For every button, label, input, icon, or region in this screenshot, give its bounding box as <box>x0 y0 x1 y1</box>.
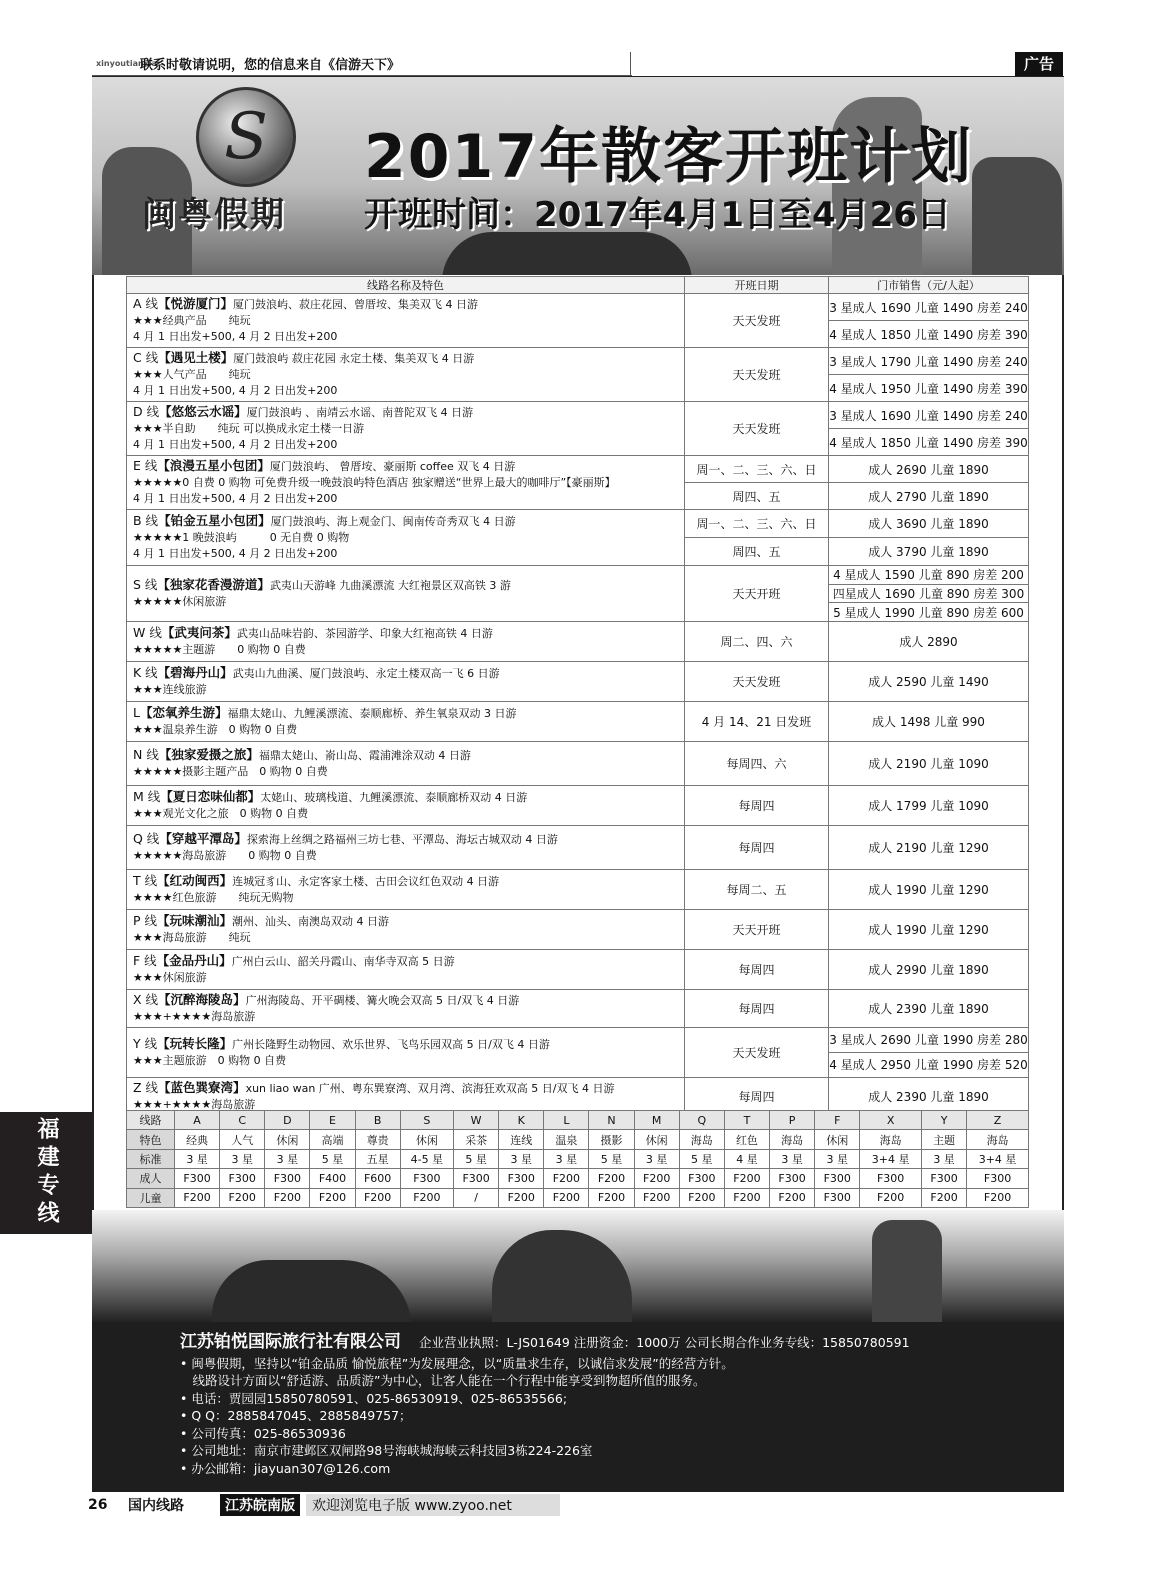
summary-cell: F200 <box>355 1188 400 1207</box>
summary-cell: F300 <box>499 1169 544 1188</box>
table-row <box>127 402 1029 429</box>
route-code: N 线 <box>133 746 159 762</box>
rock-image <box>972 157 1062 275</box>
route-title: 【悦游厦门】 <box>158 296 234 311</box>
date-cell: 每周四 <box>685 989 829 1027</box>
route-code: Y 线 <box>133 1035 158 1051</box>
price-cell: 成人 1498 儿童 990 <box>829 701 1029 741</box>
summary-cell: T <box>724 1111 769 1130</box>
route-tag: ★★★半自助 纯玩 可以换成永定土楼一日游 <box>133 422 365 435</box>
date-cell: 每周二、五 <box>685 869 829 909</box>
route-desc: 连城冠豸山、永定客家土楼、古田会议红色双动 4 日游 <box>232 874 500 888</box>
route-tag: ★★★★红色旅游 纯玩无购物 <box>133 890 294 904</box>
summary-cell: 3 星 <box>770 1149 815 1168</box>
route-note: 4 月 1 日出发+500, 4 月 2 日出发+200 <box>133 330 338 343</box>
summary-cell: 海岛 <box>679 1130 724 1149</box>
brand-name: 闽粤假期 <box>142 195 286 235</box>
summary-cell: 五星 <box>355 1149 400 1168</box>
table-row <box>127 785 1029 825</box>
footer-line: 线路设计方面以“舒适游、品质游”为中心，让客人能在一个行程中能享受到物超所值的服务。 <box>180 1373 706 1388</box>
date-cell: 周四、五 <box>685 538 829 566</box>
summary-cell: X <box>860 1111 922 1130</box>
price-cell: 5 星成人 1990 儿童 890 房差 600 <box>829 603 1029 622</box>
route-cell <box>127 1027 685 1077</box>
summary-cell: 休闲 <box>634 1130 679 1149</box>
summary-cell: M <box>634 1111 679 1130</box>
route-cell <box>127 510 685 566</box>
publisher-logo-icon: xinyoutianxia <box>96 59 157 68</box>
brand-logo-icon: S <box>196 87 296 187</box>
route-code: M 线 <box>133 788 161 804</box>
summary-cell: F300 <box>454 1169 499 1188</box>
summary-cell: B <box>355 1111 400 1130</box>
route-tag: ★★★经典产品 纯玩 <box>133 314 251 327</box>
route-cell <box>127 402 685 456</box>
summary-cell: 红色 <box>724 1130 769 1149</box>
route-tag: ★★★★★主题游 0 购物 0 自费 <box>133 642 306 656</box>
summary-table <box>126 1110 1029 1208</box>
route-desc: 潮州、汕头、南澳岛双动 4 日游 <box>232 914 390 928</box>
footer-line: • 闽粤假期，坚持以“铂金品质 愉悦旅程”为发展理念，以“质量求生存，以诚信求发展”的经营方针。 <box>180 1355 734 1371</box>
table-row <box>127 566 1029 585</box>
route-title: 【铂金五星小包团】 <box>158 513 271 528</box>
summary-row-label: 成人 <box>127 1169 175 1188</box>
date-cell: 周四、五 <box>685 483 829 510</box>
route-code: A 线 <box>133 296 159 311</box>
price-cell: 4 星成人 2950 儿童 1990 房差 520 <box>829 1052 1029 1077</box>
summary-row-label: 线路 <box>127 1111 175 1130</box>
summary-cell: F200 <box>860 1188 922 1207</box>
route-title: 【夏日恋味仙都】 <box>160 788 261 804</box>
route-cell <box>127 456 685 510</box>
route-tag: ★★★★★1 晚鼓浪屿 0 无自费 0 购物 <box>133 531 350 544</box>
summary-row-label: 标准 <box>127 1149 175 1168</box>
summary-cell: 温泉 <box>544 1130 589 1149</box>
summary-cell: 5 星 <box>589 1149 634 1168</box>
summary-cell: Q <box>679 1111 724 1130</box>
date-cell: 每周四 <box>685 825 829 869</box>
route-tag: ★★★★★摄影主题产品 0 购物 0 自费 <box>133 764 328 778</box>
route-code: W 线 <box>133 624 162 640</box>
price-cell: 3 星成人 1690 儿童 1490 房差 240 <box>829 402 1029 429</box>
summary-cell: Y <box>922 1111 967 1130</box>
summary-cell: F200 <box>265 1188 310 1207</box>
summary-cell: 4-5 星 <box>400 1149 453 1168</box>
route-tag: ★★★休闲旅游 <box>133 970 207 984</box>
summary-cell: 3 星 <box>175 1149 220 1168</box>
company-license: 企业营业执照：L-JS01649 注册资金：1000万 公司长期合作业务专线：15850780591 <box>418 1335 910 1350</box>
route-desc: 福鼎太姥山、九鲤溪漂流、泰顺廊桥、养生氧泉双动 3 日游 <box>227 706 517 720</box>
table-row <box>127 621 1029 661</box>
table-row <box>127 869 1029 909</box>
summary-cell: S <box>400 1111 453 1130</box>
summary-cell: F200 <box>724 1169 769 1188</box>
route-note: 4 月 1 日出发+500, 4 月 2 日出发+200 <box>133 547 338 560</box>
page-title: 2017年散客开班计划 <box>364 122 973 192</box>
summary-cell: F300 <box>220 1169 265 1188</box>
route-title: 【碧海丹山】 <box>157 664 233 680</box>
route-tag: ★★★人气产品 纯玩 <box>133 368 251 381</box>
price-cell: 四星成人 1690 儿童 890 房差 300 <box>829 584 1029 603</box>
route-cell <box>127 949 685 989</box>
summary-cell: F <box>815 1111 860 1130</box>
price-cell: 成人 2790 儿童 1890 <box>829 483 1029 510</box>
summary-cell: F200 <box>499 1188 544 1207</box>
summary-cell: F200 <box>310 1188 355 1207</box>
price-cell: 成人 2990 儿童 1890 <box>829 949 1029 989</box>
price-cell: 成人 2390 儿童 1890 <box>829 1077 1029 1115</box>
page-subtitle: 开班时间：2017年4月1日至4月26日 <box>364 195 951 235</box>
summary-cell: 休闲 <box>815 1130 860 1149</box>
route-desc: 武夷山九曲溪、厦门鼓浪屿、永定土楼双高一飞 6 日游 <box>232 666 500 680</box>
summary-cell: F200 <box>544 1169 589 1188</box>
route-cell <box>127 661 685 701</box>
date-cell: 每周四 <box>685 1077 829 1115</box>
route-title: 【玩转长隆】 <box>157 1035 233 1051</box>
summary-cell: F300 <box>860 1169 922 1188</box>
mountain-shape <box>212 1260 412 1322</box>
route-desc: 太姥山、玻璃栈道、九鲤溪漂流、泰顺廊桥双动 4 日游 <box>260 790 528 804</box>
route-code: C 线 <box>133 350 159 365</box>
route-code: T 线 <box>133 872 158 888</box>
route-code: Z 线 <box>133 1079 159 1095</box>
date-cell: 周一、二、三、六、日 <box>685 456 829 483</box>
route-title: 【玩味潮汕】 <box>157 912 233 928</box>
table-row <box>127 510 1029 538</box>
summary-cell: F200 <box>634 1169 679 1188</box>
edition-label: 江苏皖南版 <box>220 1494 300 1516</box>
summary-cell: 休闲 <box>400 1130 453 1149</box>
summary-row <box>127 1149 1029 1168</box>
col-header-price: 门市销售（元/人起） <box>829 277 1029 294</box>
route-title: 【恋氧养生游】 <box>139 704 228 720</box>
route-cell <box>127 869 685 909</box>
summary-cell: 尊贵 <box>355 1130 400 1149</box>
summary-row-label: 儿童 <box>127 1188 175 1207</box>
landscape-image <box>92 1210 1064 1322</box>
summary-cell: D <box>265 1111 310 1130</box>
route-cell <box>127 566 685 622</box>
table-row <box>127 701 1029 741</box>
route-title: 【遇见土楼】 <box>158 350 234 365</box>
table-row <box>127 989 1029 1027</box>
route-title: 【浪漫五星小包团】 <box>157 458 270 473</box>
route-code: E 线 <box>133 458 158 473</box>
summary-row-label: 特色 <box>127 1130 175 1149</box>
summary-cell: F200 <box>175 1188 220 1207</box>
summary-cell: F200 <box>589 1188 634 1207</box>
summary-cell: F300 <box>815 1169 860 1188</box>
route-desc: 广州海陵岛、开平碉楼、篝火晚会双高 5 日/双飞 4 日游 <box>245 993 520 1007</box>
summary-cell: N <box>589 1111 634 1130</box>
price-cell: 成人 3790 儿童 1890 <box>829 538 1029 566</box>
price-cell: 3 星成人 1790 儿童 1490 房差 240 <box>829 348 1029 375</box>
summary-cell: 5 星 <box>454 1149 499 1168</box>
route-desc: 福鼎太姥山、嵛山岛、霞浦滩涂双动 4 日游 <box>258 748 471 762</box>
price-cell: 成人 3690 儿童 1890 <box>829 510 1029 538</box>
route-title: 【蓝色巽寮湾】 <box>158 1079 246 1095</box>
price-cell: 4 星成人 1850 儿童 1490 房差 390 <box>829 321 1029 348</box>
summary-cell: 摄影 <box>589 1130 634 1149</box>
summary-cell: 高端 <box>310 1130 355 1149</box>
summary-cell: 经典 <box>175 1130 220 1149</box>
route-code: X 线 <box>133 991 159 1007</box>
price-cell: 4 星成人 1590 儿童 890 房差 200 <box>829 566 1029 585</box>
route-tag: ★★★观光文化之旅 0 购物 0 自费 <box>133 806 309 820</box>
route-code: B 线 <box>133 513 159 528</box>
route-title: 【沉醉海陵岛】 <box>158 991 246 1007</box>
summary-cell: F300 <box>400 1169 453 1188</box>
price-cell: 成人 2390 儿童 1890 <box>829 989 1029 1027</box>
route-code: D 线 <box>133 404 160 419</box>
side-label: 福建专线 <box>0 1112 92 1234</box>
route-tag: ★★★+★★★★海岛旅游 <box>133 1009 256 1023</box>
source-notice: 联系时敬请说明，您的信息来自《信游天下》 <box>140 58 401 73</box>
route-code: L <box>133 704 140 720</box>
route-title: 【穿越平潭岛】 <box>159 830 247 846</box>
route-cell <box>127 909 685 949</box>
mountain-shape <box>492 1230 632 1322</box>
date-cell: 周一、二、三、六、日 <box>685 510 829 538</box>
page-footer-bar <box>88 1494 560 1516</box>
route-cell <box>127 989 685 1027</box>
summary-cell: 3 星 <box>499 1149 544 1168</box>
summary-cell: F200 <box>679 1188 724 1207</box>
route-tag: ★★★温泉养生游 0 购物 0 自费 <box>133 722 298 736</box>
tulou-image <box>442 232 692 275</box>
route-cell <box>127 741 685 785</box>
table-row <box>127 949 1029 989</box>
date-cell: 天天发班 <box>685 1027 829 1077</box>
summary-cell: F300 <box>175 1169 220 1188</box>
summary-cell: F300 <box>770 1169 815 1188</box>
summary-cell: 海岛 <box>860 1130 922 1149</box>
summary-cell: 3 星 <box>544 1149 589 1168</box>
route-desc: 厦门鼓浪屿、海上观金门、闽南传奇秀双飞 4 日游 <box>270 515 516 528</box>
summary-cell: F300 <box>922 1169 967 1188</box>
date-cell: 每周四 <box>685 785 829 825</box>
summary-cell: 休闲 <box>265 1130 310 1149</box>
table-row <box>127 825 1029 869</box>
footer-email: • 办公邮箱：jiayuan307@126.com <box>180 1460 391 1476</box>
route-title: 【独家爱摄之旅】 <box>158 746 259 762</box>
summary-cell: K <box>499 1111 544 1130</box>
summary-cell: F600 <box>355 1169 400 1188</box>
section-name: 国内线路 <box>128 1498 184 1514</box>
summary-cell: Z <box>967 1111 1029 1130</box>
mountain-shape <box>872 1220 942 1322</box>
summary-cell: F200 <box>967 1188 1029 1207</box>
col-header-date: 开班日期 <box>685 277 829 294</box>
summary-cell: 主题 <box>922 1130 967 1149</box>
company-footer <box>92 1322 1064 1492</box>
summary-cell: F300 <box>815 1188 860 1207</box>
summary-cell: 3 星 <box>265 1149 310 1168</box>
date-cell: 4 月 14、21 日发班 <box>685 701 829 741</box>
footer-qq: • Q Q：2885847045、2885849757； <box>180 1408 412 1423</box>
summary-cell: F200 <box>589 1169 634 1188</box>
route-cell <box>127 348 685 402</box>
route-desc: xun liao wan 广州、粤东巽寮湾、双月湾、滨海狂欢双高 5 日/双飞 4 日游 <box>245 1081 615 1095</box>
date-cell: 天天发班 <box>685 348 829 402</box>
route-desc: 厦门鼓浪屿、 曾厝垵、豪丽斯 coffee 双飞 4 日游 <box>269 460 516 473</box>
price-cell: 成人 1990 儿童 1290 <box>829 909 1029 949</box>
route-desc: 厦门鼓浪屿 菽庄花园 永定土楼、集美双飞 4 日游 <box>233 352 475 365</box>
price-cell: 成人 2190 儿童 1090 <box>829 741 1029 785</box>
footer-phone: • 电话：贾园园15850780591、025-86530919、025-86535566; <box>180 1390 568 1406</box>
route-code: F 线 <box>133 952 157 968</box>
summary-cell: 采茶 <box>454 1130 499 1149</box>
summary-cell: P <box>770 1111 815 1130</box>
ad-tag: 广告 <box>1015 52 1063 76</box>
summary-cell: F300 <box>967 1169 1029 1188</box>
price-cell: 成人 2690 儿童 1890 <box>829 456 1029 483</box>
summary-cell: F400 <box>310 1169 355 1188</box>
route-title: 【悠悠云水谣】 <box>159 404 247 419</box>
price-cell: 成人 2590 儿童 1490 <box>829 661 1029 701</box>
route-code: P 线 <box>133 912 158 928</box>
price-cell: 成人 1990 儿童 1290 <box>829 869 1029 909</box>
summary-row <box>127 1130 1029 1149</box>
route-title: 【武夷问茶】 <box>161 624 237 640</box>
summary-cell: 3 星 <box>220 1149 265 1168</box>
route-desc: 武夷山天游峰 九曲溪漂流 大红袍景区双高铁 3 游 <box>269 578 511 592</box>
date-cell: 天天发班 <box>685 661 829 701</box>
route-tag: ★★★★★休闲旅游 <box>133 594 227 608</box>
summary-cell: 3 星 <box>634 1149 679 1168</box>
divider <box>630 52 631 76</box>
summary-cell: C <box>220 1111 265 1130</box>
price-cell: 3 星成人 1690 儿童 1490 房差 240 <box>829 294 1029 321</box>
summary-cell: A <box>175 1111 220 1130</box>
summary-cell: 3 星 <box>922 1149 967 1168</box>
route-desc: 厦门鼓浪屿 、南靖云水谣、南普陀双飞 4 日游 <box>246 406 474 419</box>
route-code: K 线 <box>133 664 158 680</box>
summary-cell: 海岛 <box>967 1130 1029 1149</box>
route-desc: 广州白云山、韶关丹霞山、南华寺双高 5 日游 <box>231 954 455 968</box>
summary-cell: F200 <box>220 1188 265 1207</box>
date-cell: 天天开班 <box>685 909 829 949</box>
route-desc: 厦门鼓浪屿、菽庄花园、曾厝垵、集美双飞 4 日游 <box>233 298 479 311</box>
page-number: 26 <box>88 1497 108 1513</box>
summary-row <box>127 1111 1029 1130</box>
table-row <box>127 909 1029 949</box>
summary-cell: F300 <box>265 1169 310 1188</box>
website-link[interactable]: 欢迎浏览电子版 www.zyoo.net <box>306 1494 560 1516</box>
footer-fax: • 公司传真：025-86530936 <box>180 1425 346 1441</box>
summary-cell: E <box>310 1111 355 1130</box>
route-cell <box>127 785 685 825</box>
summary-cell: 3+4 星 <box>860 1149 922 1168</box>
summary-row <box>127 1188 1029 1207</box>
summary-cell: F200 <box>922 1188 967 1207</box>
summary-cell: 3 星 <box>815 1149 860 1168</box>
route-cell <box>127 701 685 741</box>
route-cell <box>127 294 685 348</box>
summary-cell: 海岛 <box>770 1130 815 1149</box>
summary-cell: 4 星 <box>724 1149 769 1168</box>
table-row <box>127 294 1029 321</box>
date-cell: 每周四 <box>685 949 829 989</box>
route-note: 4 月 1 日出发+500, 4 月 2 日出发+200 <box>133 438 338 451</box>
summary-cell: 5 星 <box>310 1149 355 1168</box>
summary-cell: F200 <box>400 1188 453 1207</box>
route-desc: 广州长隆野生动物园、欢乐世界、飞鸟乐园双高 5 日/双飞 4 日游 <box>232 1037 550 1051</box>
route-code: Q 线 <box>133 830 160 846</box>
route-desc: 武夷山品味岩韵、茶园游学、印象大红袍高铁 4 日游 <box>236 626 493 640</box>
summary-cell: F200 <box>770 1188 815 1207</box>
col-header-route: 线路名称及特色 <box>127 277 685 294</box>
footer-address: • 公司地址：南京市建邺区双闸路98号海峡城海峡云科技园3栋224-226室 <box>180 1443 593 1458</box>
summary-cell: 3+4 星 <box>967 1149 1029 1168</box>
summary-cell: W <box>454 1111 499 1130</box>
summary-row <box>127 1169 1029 1188</box>
company-name: 江苏铂悦国际旅行社有限公司 <box>180 1332 401 1352</box>
summary-cell: F200 <box>724 1188 769 1207</box>
date-cell: 周二、四、六 <box>685 621 829 661</box>
route-tag: ★★★海岛旅游 纯玩 <box>133 930 251 944</box>
price-cell: 成人 1799 儿童 1090 <box>829 785 1029 825</box>
route-code: S 线 <box>133 576 158 592</box>
route-title: 【红动闽西】 <box>157 872 233 888</box>
date-cell: 天天发班 <box>685 294 829 348</box>
summary-cell: 5 星 <box>679 1149 724 1168</box>
date-cell: 天天开班 <box>685 566 829 622</box>
route-tag: ★★★+★★★★海岛旅游 <box>133 1097 256 1111</box>
price-cell: 成人 2190 儿童 1290 <box>829 825 1029 869</box>
price-cell: 4 星成人 1950 儿童 1490 房差 390 <box>829 375 1029 402</box>
price-cell: 成人 2890 <box>829 621 1029 661</box>
price-cell: 4 星成人 1850 儿童 1490 房差 390 <box>829 429 1029 456</box>
route-tag: ★★★连线旅游 <box>133 682 207 696</box>
price-cell: 3 星成人 2690 儿童 1990 房差 280 <box>829 1027 1029 1052</box>
route-desc: 探索海上丝绸之路福州三坊七巷、平潭岛、海坛古城双动 4 日游 <box>246 832 558 846</box>
date-cell: 天天发班 <box>685 402 829 456</box>
table-row <box>127 741 1029 785</box>
route-title: 【金品丹山】 <box>156 952 232 968</box>
table-row <box>127 661 1029 701</box>
summary-cell: 人气 <box>220 1130 265 1149</box>
route-cell <box>127 825 685 869</box>
summary-cell: 连线 <box>499 1130 544 1149</box>
route-tag: ★★★主题旅游 0 购物 0 自费 <box>133 1053 287 1067</box>
date-cell: 每周四、六 <box>685 741 829 785</box>
summary-cell: / <box>454 1188 499 1207</box>
route-cell <box>127 621 685 661</box>
top-notice-bar <box>92 52 632 76</box>
banner <box>92 77 1064 275</box>
route-tag: ★★★★★0 自费 0 购物 可免费升级一晚鼓浪屿特色酒店 独家赠送“世界上最大的咖啡厅”【豪丽斯】 <box>133 476 616 489</box>
table-row <box>127 1027 1029 1052</box>
table-row <box>127 456 1029 483</box>
route-title: 【独家花香漫游道】 <box>157 576 270 592</box>
route-tag: ★★★★★海岛旅游 0 购物 0 自费 <box>133 848 317 862</box>
summary-cell: F300 <box>679 1169 724 1188</box>
summary-cell: L <box>544 1111 589 1130</box>
table-row <box>127 348 1029 375</box>
summary-cell: F200 <box>634 1188 679 1207</box>
route-table <box>126 276 1029 1116</box>
summary-cell: F200 <box>544 1188 589 1207</box>
route-note: 4 月 1 日出发+500, 4 月 2 日出发+200 <box>133 384 338 397</box>
route-note: 4 月 1 日出发+500, 4 月 2 日出发+200 <box>133 492 338 505</box>
